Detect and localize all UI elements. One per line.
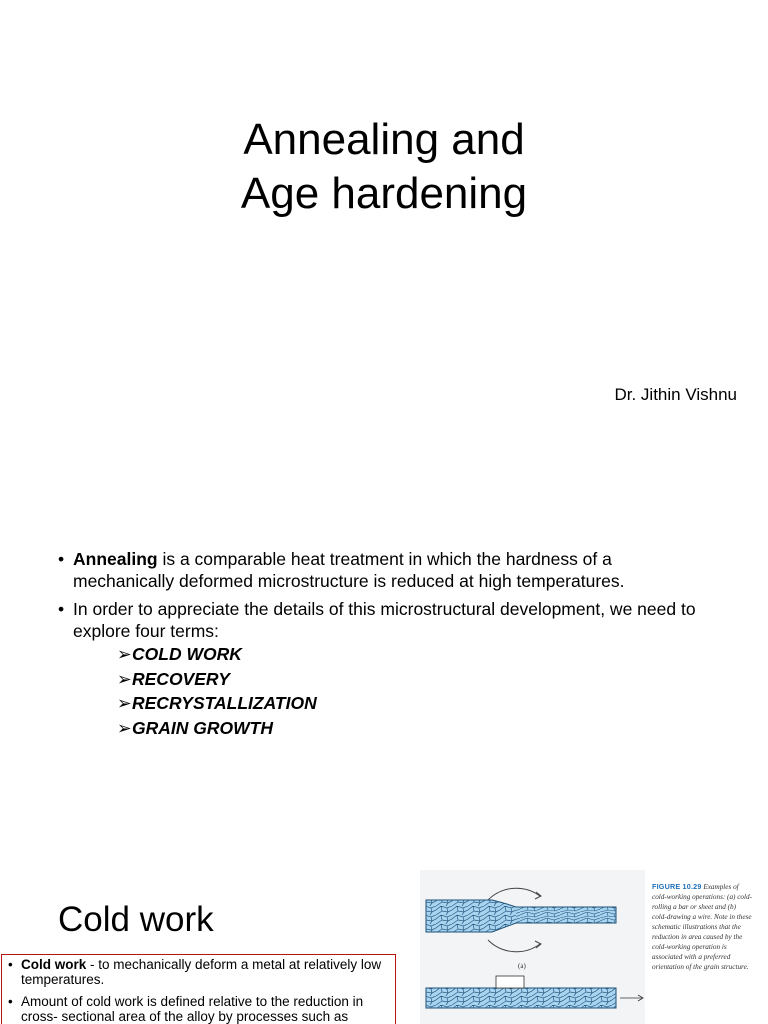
bullet-text: is a comparable heat treatment in which the hardness of a mechanically deformed microstructure is reduced at high temperatures. <box>73 549 625 591</box>
term-label: GRAIN GROWTH <box>132 717 273 738</box>
lower-roll-icon <box>488 940 540 952</box>
term-label: RECOVERY <box>132 668 230 689</box>
bullet-list <box>6 957 387 1024</box>
arrow-bullet-icon: ➢ <box>117 644 132 664</box>
arrow-bullet-icon: ➢ <box>117 668 132 689</box>
cold-work-slide <box>0 854 768 1024</box>
bullet-four-terms <box>56 598 716 740</box>
arrow-bullet-icon: ➢ <box>117 693 132 713</box>
definition-box <box>1 954 396 1024</box>
figure-illustration <box>420 870 645 1024</box>
bullet-bold-term: Cold work <box>21 957 87 972</box>
bullet-bold-term: Annealing <box>73 549 158 569</box>
bullet-text: Amount of cold work is defined relative to the reduction in cross- sectional area of the alloy by processes such as <box>21 994 364 1024</box>
title-line-2: Age hardening <box>240 169 528 218</box>
annealing-slide <box>0 512 768 854</box>
bullet-text: - to mechanically deform a metal at relatively low temperatures. <box>21 957 382 987</box>
term-item <box>117 691 716 716</box>
slide-title: Cold work <box>58 900 214 939</box>
bullet-amount <box>6 994 387 1024</box>
slide-title <box>0 113 768 221</box>
arrow-bullet-icon: ➢ <box>117 717 132 738</box>
bullet-cold-work <box>6 957 387 987</box>
author-name: Dr. Jithin Vishnu <box>614 385 737 404</box>
figure-sublabel: (a) <box>518 962 526 970</box>
bullet-annealing <box>56 548 716 592</box>
term-item <box>117 667 716 692</box>
term-label: RECRYSTALLIZATION <box>132 693 317 713</box>
terms-list <box>73 642 716 740</box>
cold-rolling-illustration <box>420 870 645 1024</box>
term-label: COLD WORK <box>132 644 242 664</box>
bullet-text: In order to appreciate the details of this microstructural development, we need to explore four terms: <box>73 599 696 641</box>
bullet-list <box>56 548 716 746</box>
term-item <box>117 716 716 741</box>
die-icon <box>496 976 524 988</box>
figure-caption <box>652 882 752 972</box>
figure-label: FIGURE 10.29 <box>652 882 702 891</box>
title-line-1: Annealing and <box>243 115 525 164</box>
caption-text: Examples of cold-working operations: (a) cold-rolling a bar or sheet and (b) cold-drawing a wire. Note in these schematic illustrations that the reduction in area caused by the cold-working operation is associated with a preferred orientation of the grain structure. <box>652 883 753 971</box>
term-item <box>117 642 716 667</box>
cold-working-figure <box>420 870 768 1024</box>
upper-roll-icon <box>488 888 540 900</box>
